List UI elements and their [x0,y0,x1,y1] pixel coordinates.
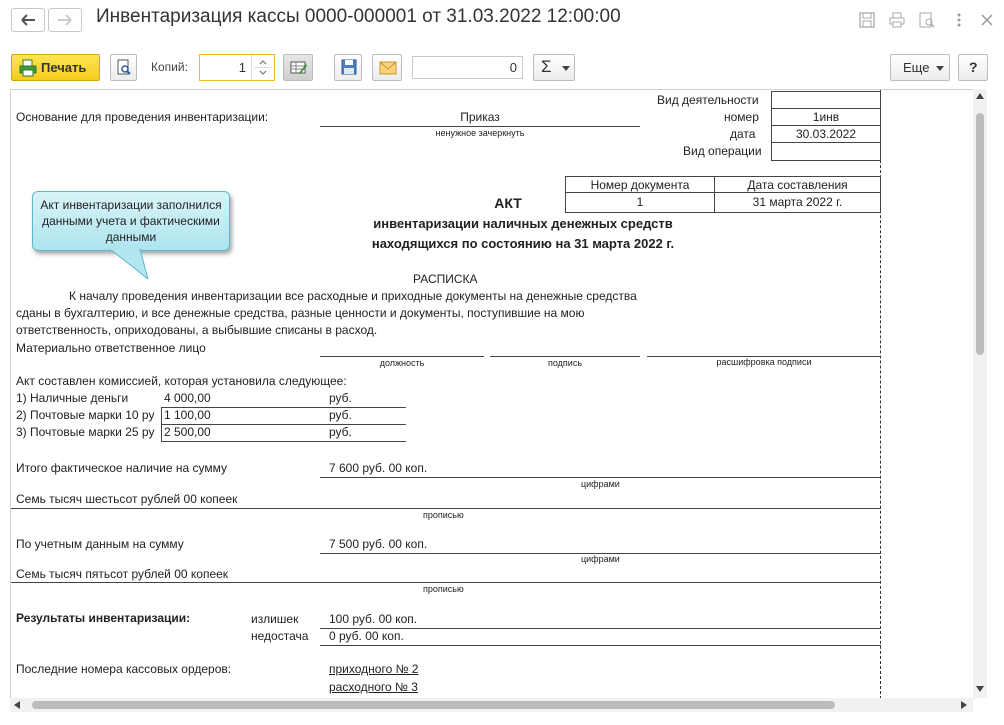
save-button[interactable] [334,54,362,81]
help-label: ? [969,59,978,75]
book-value: 7 500 руб. 00 коп. [329,537,428,551]
item-1-label: 1) Наличные деньги [16,391,129,405]
printer-icon [19,59,37,77]
signature-underline [490,356,640,357]
sum-field[interactable] [412,56,523,79]
item-2-unit: руб. [329,408,352,422]
horizontal-scrollbar[interactable] [10,698,973,712]
item-2-amount: 1 100,00 [164,408,211,422]
results-label: Результаты инвентаризации: [16,611,191,625]
scroll-up-icon[interactable] [976,93,984,99]
receipt-line-3: ответственность, оприходованы, а выбывшие списаны в расход. [16,323,378,337]
basis-label: Основание для проведения инвентаризации: [16,110,269,124]
email-button[interactable] [372,54,402,81]
scroll-right-icon[interactable] [961,701,967,709]
item-3-unit: руб. [329,425,352,439]
act-date-line: находящихся по состоянию на 31 марта 2022 г. [371,236,675,251]
scroll-down-icon[interactable] [976,686,984,692]
callout-bubble [32,191,230,251]
item-3-unit-underline [321,441,406,442]
actual-label: Итого фактическое наличие на сумму [16,461,228,475]
receipt-line-1: К началу проведения инвентаризации все расходные и приходные документы на денежные средства [69,289,637,303]
docnum-header [565,176,715,193]
basis-hint: ненужное зачеркнуть [435,128,525,138]
position-underline [320,356,484,357]
item-1-amount: 4 000,00 [164,391,211,405]
scroll-left-icon[interactable] [14,701,20,709]
sum-mode-dropdown[interactable] [533,54,575,81]
item-2-label: 2) Почтовые марки 10 ру [16,408,155,422]
back-button[interactable] [11,8,45,32]
window-title: Инвентаризация кассы 0000-000001 от 31.03.2022 12:00:00 [96,6,621,27]
copies-spinner[interactable] [251,55,274,80]
preview-icon[interactable] [918,11,936,29]
act-title: АКТ [494,195,522,211]
operation-label: Вид операции [683,144,762,158]
surplus-label: излишек [251,612,299,626]
basis-underline [320,126,640,127]
more-button[interactable] [890,54,950,81]
help-button[interactable] [958,54,988,81]
actual-value: 7 600 руб. 00 коп. [329,461,428,475]
act-subtitle: инвентаризации наличных денежных средств [373,216,673,231]
basis-value: Приказ [460,110,500,124]
book-label: По учетным данным на сумму [16,537,184,551]
number-cell [771,108,881,126]
copies-value: 1 [238,60,246,75]
operation-cell [771,142,881,161]
document-sheet[interactable] [10,89,975,699]
arrow-right-icon [49,9,81,31]
shortage-underline [320,645,881,646]
print-button-label: Печать [41,60,87,75]
docdate-cell [714,192,881,213]
item-3-underline [161,441,321,442]
callout-text: Акт инвентаризации заполнился данными учета и фактическими данными [40,198,222,244]
signature-hint: подпись [547,358,583,368]
responsible-label: Материально ответственное лицо [16,341,206,355]
actual-words-hint: прописью [423,510,464,520]
more-label: Еще [903,60,930,75]
actual-words-underline [11,508,881,509]
sigma-icon: Σ [541,57,552,76]
actual-digits-hint: цифрами [581,479,620,489]
copies-label: Копий: [151,60,188,74]
page-preview-icon [116,59,132,77]
spinner-arrows-icon [252,55,274,80]
surplus-underline [320,628,881,629]
arrow-left-icon [12,9,44,31]
book-words-hint: прописью [423,584,464,594]
surplus-value: 100 руб. 00 коп. [329,612,418,626]
number-label: номер [724,110,759,124]
docnum-value: 1 [636,195,644,209]
item-3-amount: 2 500,00 [164,425,211,439]
sum-value: 0 [509,60,517,75]
date-label: дата [730,127,756,141]
more-vertical-icon[interactable] [950,11,968,29]
floppy-icon [341,59,357,76]
outgoing-order: расходного № 3 [329,680,418,694]
book-digits-hint: цифрами [581,554,620,564]
forward-button[interactable] [48,8,82,32]
docdate-header [714,176,881,193]
item-3-divider [161,425,162,442]
book-words: Семь тысяч пятьсот рублей 00 копеек [16,567,229,581]
date-cell [771,125,881,143]
close-icon[interactable] [978,11,996,29]
position-hint: должность [379,358,425,368]
vertical-scroll-thumb[interactable] [976,113,984,355]
shortage-label: недостача [251,629,309,643]
chevron-down-icon [936,66,944,71]
edit-mode-button[interactable] [283,54,313,81]
docdate-header-text: Дата составления [747,178,848,192]
book-words-underline [11,582,881,583]
print-button[interactable] [11,54,100,81]
commission-label: Акт составлен комиссией, которая установила следующее: [16,374,347,388]
docdate-value: 31 марта 2022 г. [752,195,843,209]
receipt-title: РАСПИСКА [413,272,478,286]
number-value: 1инв [812,110,840,124]
horizontal-scroll-thumb[interactable] [32,701,835,709]
date-value: 30.03.2022 [795,127,857,141]
actual-underline [320,477,881,478]
table-edit-icon [290,59,308,77]
item-3-label: 3) Почтовые марки 25 ру [16,425,155,439]
chevron-down-icon [562,66,570,71]
envelope-icon [379,61,397,75]
print-icon[interactable] [888,11,906,29]
decode-hint: расшифровка подписи [716,357,812,367]
actual-words: Семь тысяч шестьсот рублей 00 копеек [16,492,238,506]
copies-input[interactable] [199,54,275,81]
callout-pointer [108,249,158,279]
vertical-scrollbar[interactable] [973,89,987,698]
preview-button[interactable] [110,54,137,81]
activity-label: Вид деятельности [657,93,759,107]
incoming-order: приходного № 2 [329,662,419,676]
receipt-line-2: сданы в бухгалтерию, и все денежные средства, разные ценности и документы, поступившие на мою [16,306,585,320]
item-2-divider [161,408,162,425]
shortage-value: 0 руб. 00 коп. [329,629,404,643]
docnum-header-text: Номер документа [590,178,690,192]
item-1-unit: руб. [329,391,352,405]
orders-label: Последние номера кассовых ордеров: [16,662,232,676]
activity-cell [771,91,881,109]
save-icon[interactable] [858,11,876,29]
